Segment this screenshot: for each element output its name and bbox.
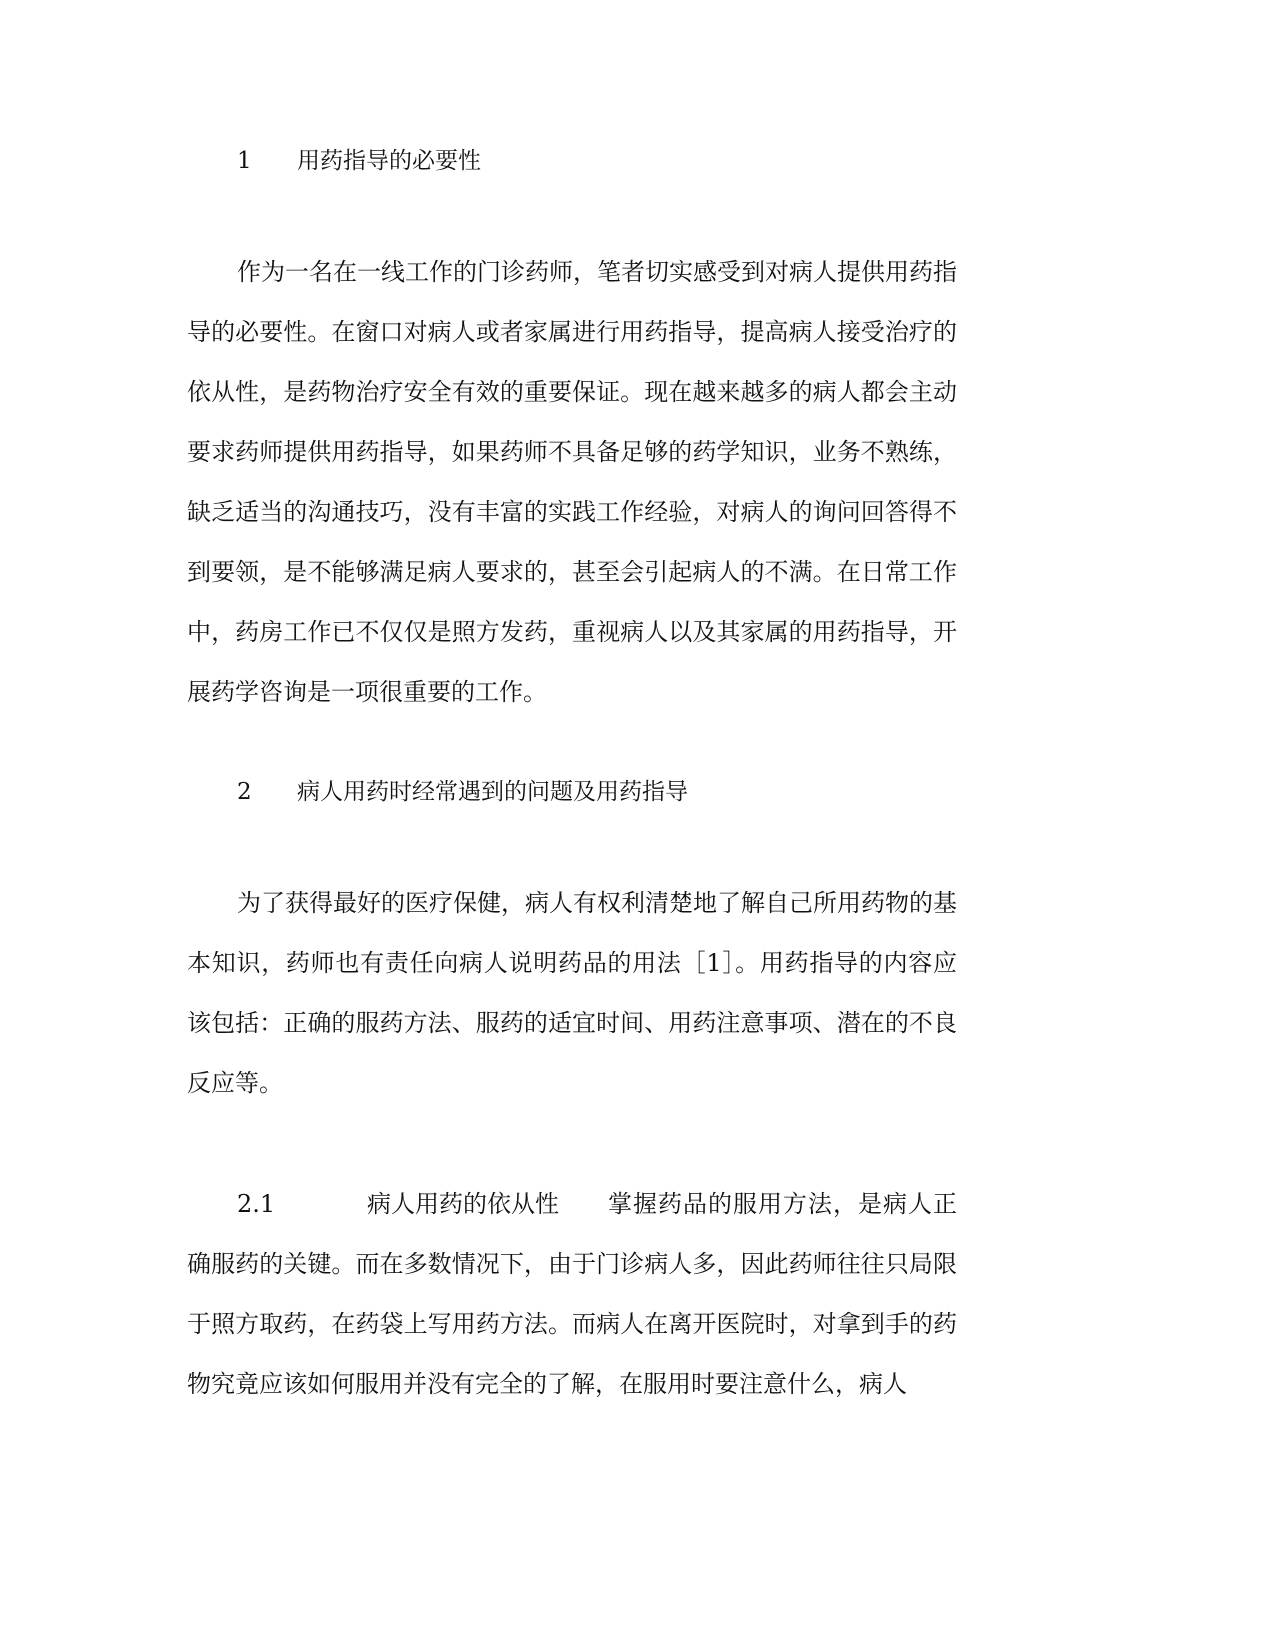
section-2-number: 2 [237, 779, 252, 805]
section-2-1-number: 2.1 [237, 1190, 276, 1218]
section-1-number: 1 [237, 148, 252, 174]
section-1-title: 用药指导的必要性 [297, 148, 481, 174]
section-1-paragraph: 作为一名在一线工作的门诊药师，笔者切实感受到对病人提供用药指导的必要性。在窗口对病人或者家属进行用药指导，提高病人接受治疗的依从性，是药物治疗安全有效的重要保证。现在越来越多的病人都会主动要求药师提供用药指导，如果药师不具备足够的药学知识，业务不熟练，缺乏适当的沟通技巧，没有丰富的实践工作经验，对病人的询问回答得不到要领，是不能够满足病人要求的，甚至会引起病人的不满。在日常工作中，药房工作已不仅仅是照方发药，重视病人以及其家属的用药指导，开展药学咨询是一项很重要的工作。 [187, 258, 957, 706]
section-1-heading [237, 146, 481, 176]
section-2-title: 病人用药时经常遇到的问题及用药指导 [297, 779, 688, 805]
section-2-1-title: 病人用药的依从性 [367, 1190, 559, 1218]
section-2-paragraph: 为了获得最好的医疗保健，病人有权利清楚地了解自己所用药物的基本知识，药师也有责任向病人说明药品的用法［1］。用药指导的内容应该包括：正确的服药方法、服药的适宜时间、用药注意事项、潜在的不良反应等。 [187, 889, 957, 1097]
section-2-1-paragraph [187, 1174, 957, 1414]
section-2-1-body: 掌握药品的服用方法，是病人正确服药的关键。而在多数情况下，由于门诊病人多，因此药师往往只局限于照方取药，在药袋上写用药方法。而病人在离开医院时，对拿到手的药物究竟应该如何服用并没有完全的了解，在服用时要注意什么，病人 [187, 1190, 957, 1398]
section-2-heading [237, 777, 688, 807]
